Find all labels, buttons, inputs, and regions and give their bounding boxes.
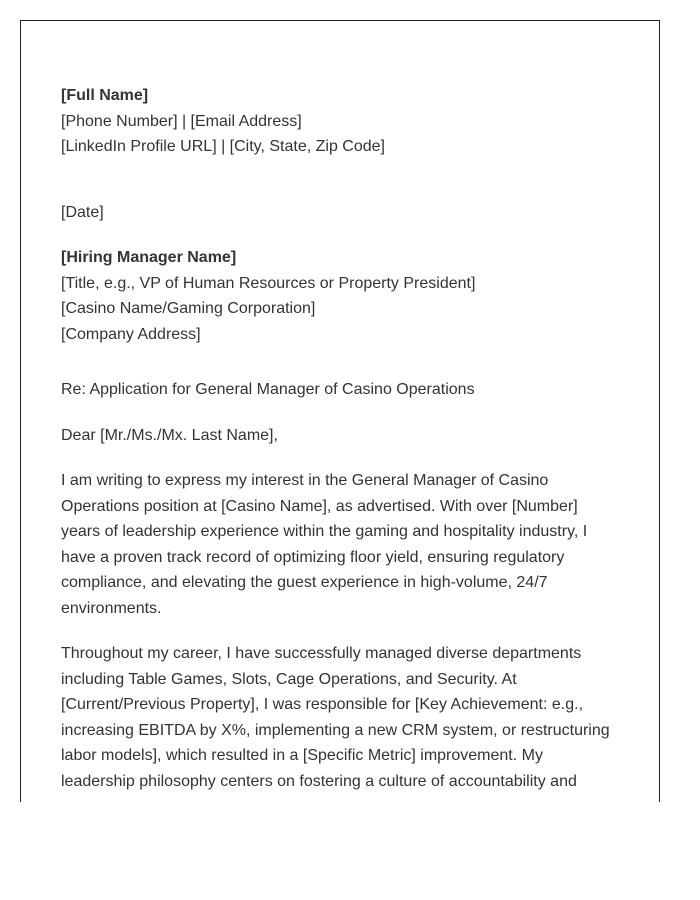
recipient-name: [Hiring Manager Name] xyxy=(61,249,237,266)
salutation: Dear [Mr./Ms./Mx. Last Name], xyxy=(61,426,278,444)
letter-page xyxy=(20,20,660,802)
recipient-title: [Title, e.g., VP of Human Resources or Property President] xyxy=(61,274,476,292)
sender-contact-line-2: [LinkedIn Profile URL] | [City, State, Zip Code] xyxy=(61,138,385,155)
letter-date: [Date] xyxy=(61,203,104,221)
body-paragraph-1: I am writing to express my interest in the General Manager of Casino Operations position at [Casino Name], as advertised. With over [Number] years of leadership experience within the gaming and hospitality industry, I have a proven track record of optimizing floor yield, ensuring regulatory compliance, and elevating the guest experience in high-volume, 24/7 environments. xyxy=(61,472,588,617)
letter-body xyxy=(61,83,621,794)
sender-name: [Full Name] xyxy=(61,87,149,104)
recipient-company: [Casino Name/Gaming Corporation] xyxy=(61,300,316,317)
body-paragraph-2: Throughout my career, I have successfully managed diverse departments including Table Games, Slots, Cage Operations, and Security. At [Current/Previous Property], I was responsible for [Key Achievement: e.g., increasing EBITDA by X%, implementing a new CRM system, or restructuring labor models], which resulted in a [Specific Metric] improvement. My leadership philosophy centers on fostering a culture of accountability and xyxy=(61,645,610,790)
subject-line: Re: Application for General Manager of Casino Operations xyxy=(61,381,475,398)
sender-contact-line-1: [Phone Number] | [Email Address] xyxy=(61,112,302,130)
recipient-address: [Company Address] xyxy=(61,325,201,343)
